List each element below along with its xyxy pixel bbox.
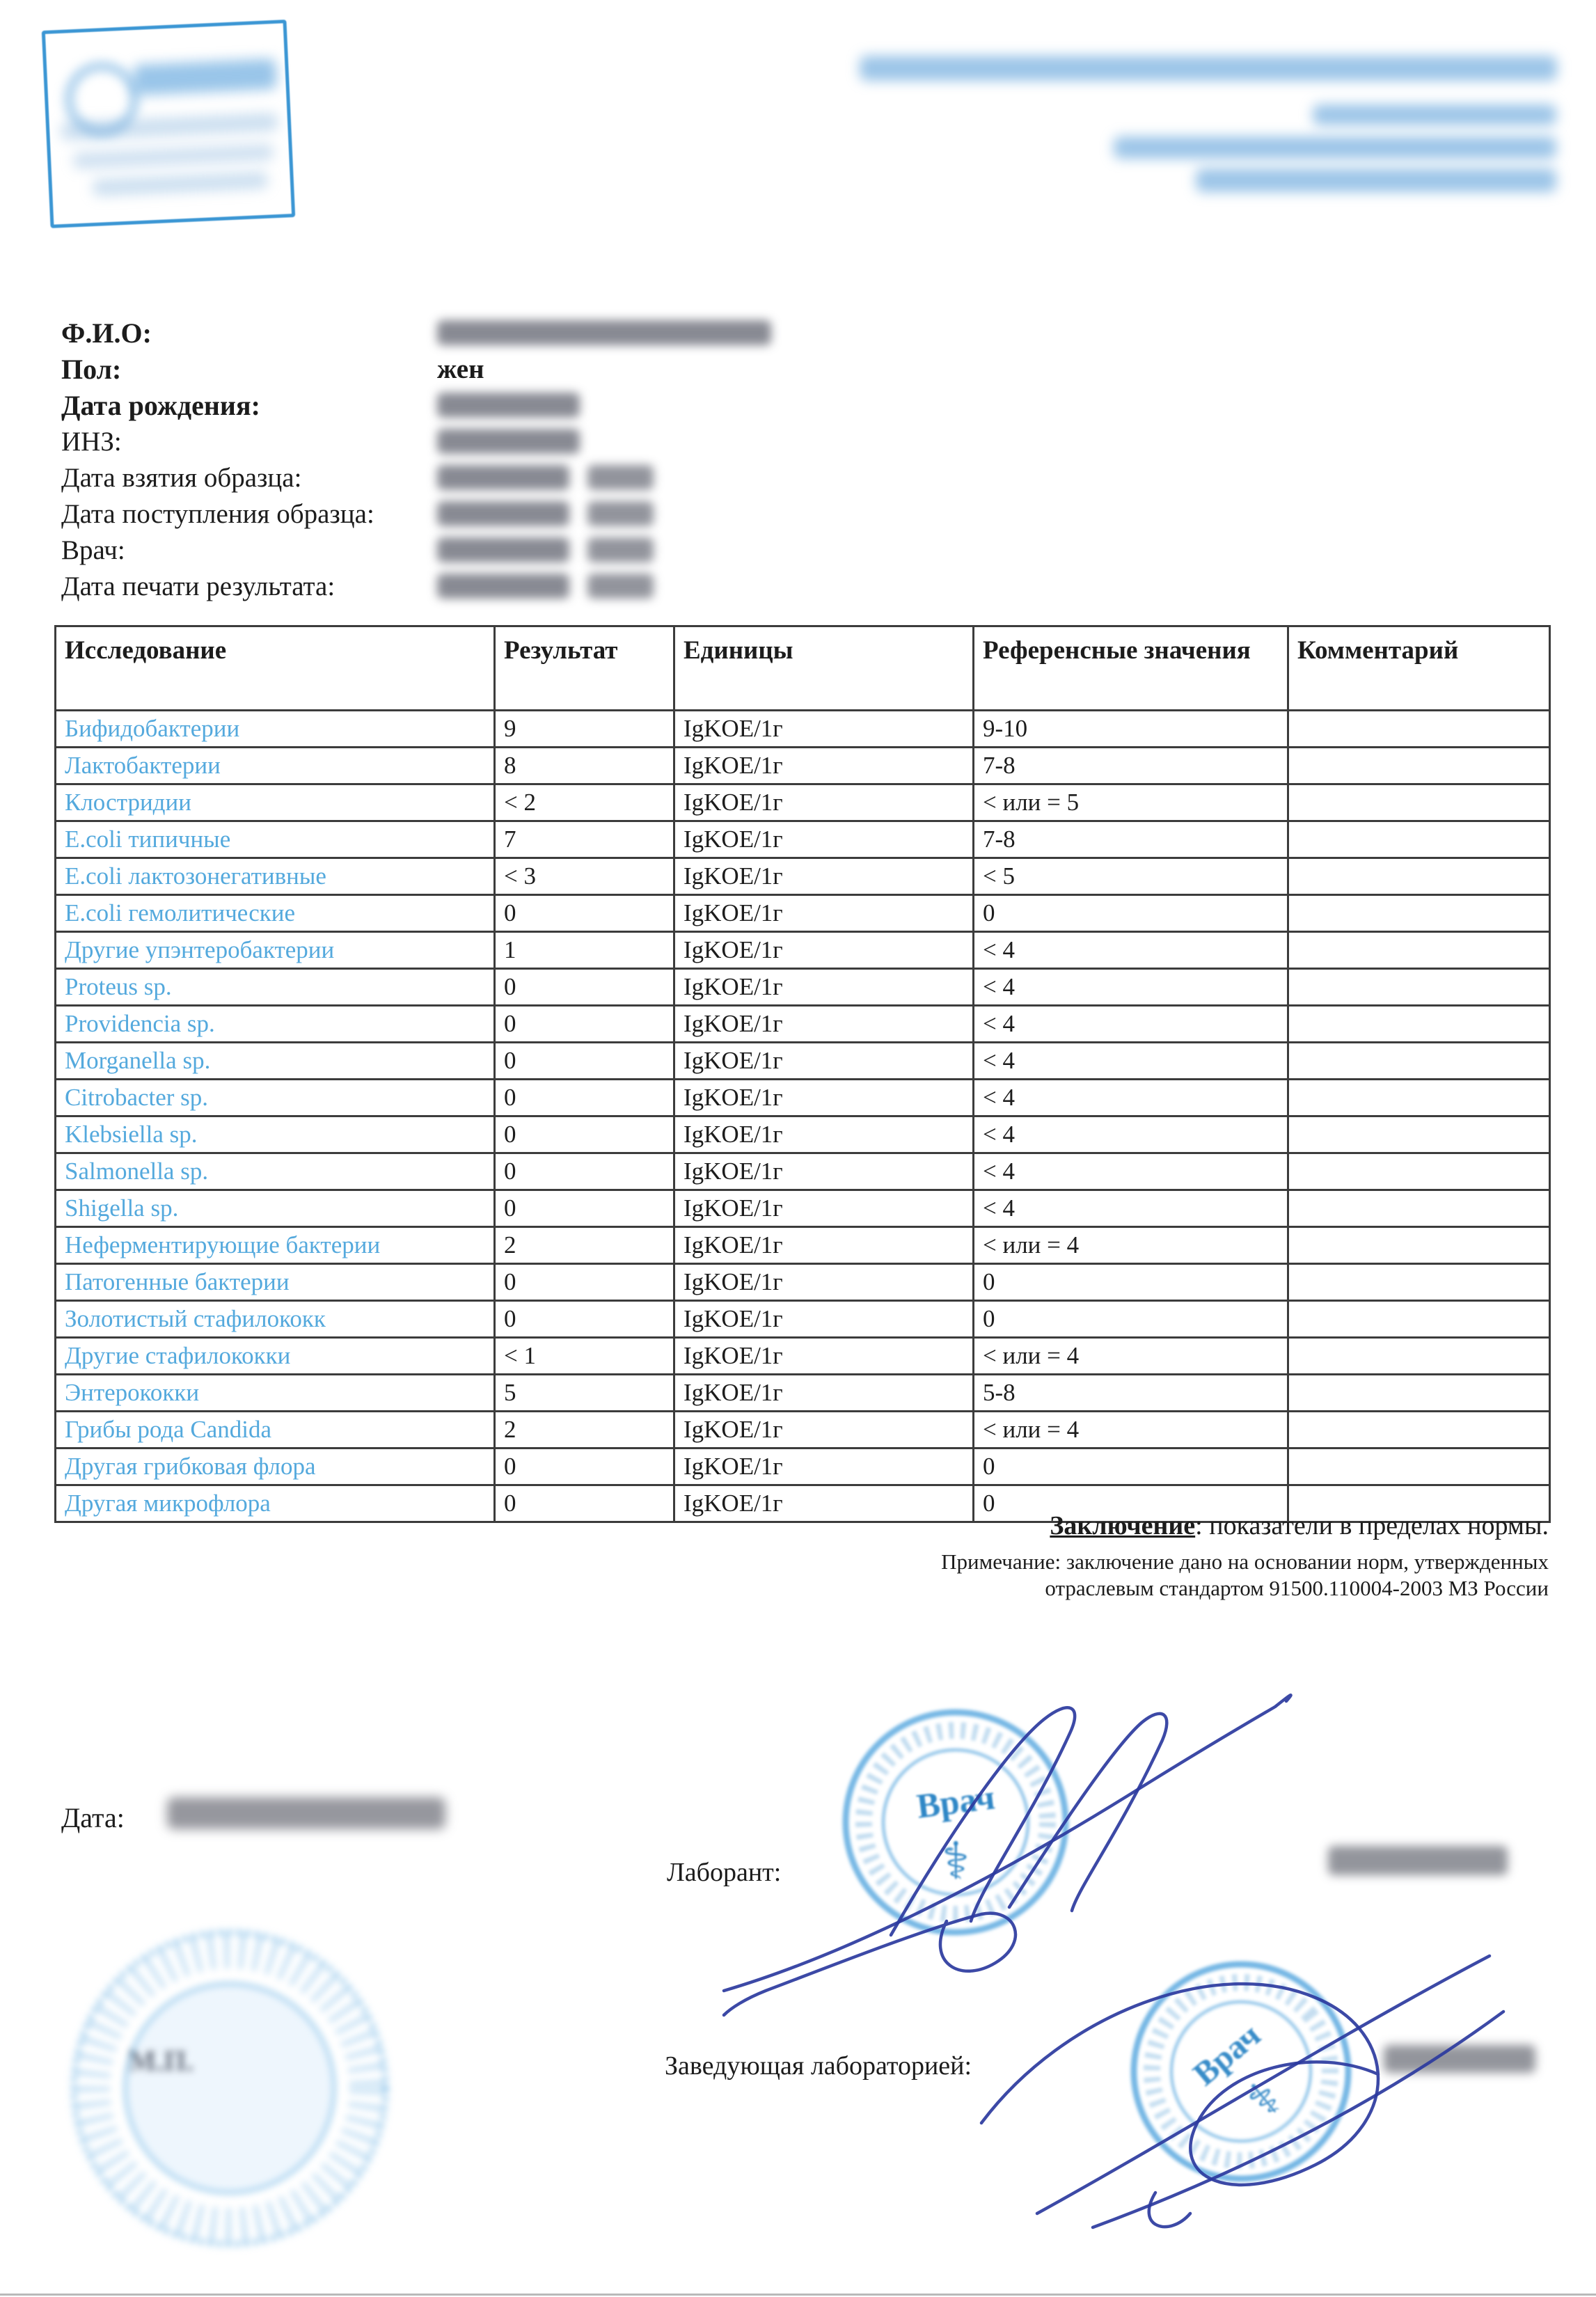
cell-units: IgKOE/1г [674, 1449, 974, 1485]
cell-comment [1288, 1043, 1550, 1080]
cell-name: E.coli типичные [56, 821, 495, 858]
redacted-value [587, 537, 654, 562]
table-row [56, 1375, 1550, 1412]
col-header-comment: Комментарий [1288, 626, 1550, 711]
patient-field-label: ИНЗ: [61, 426, 122, 457]
redacted-stamp-text [73, 143, 274, 169]
cell-name: E.coli лактозонегативные [56, 858, 495, 895]
cell-units: IgKOE/1г [674, 1190, 974, 1227]
cell-units: IgKOE/1г [674, 1264, 974, 1301]
cell-name: Патогенные бактерии [56, 1264, 495, 1301]
cell-result: 0 [495, 1043, 674, 1080]
cell-comment [1288, 1153, 1550, 1190]
cell-result: 0 [495, 1080, 674, 1116]
cell-result: 7 [495, 821, 674, 858]
cell-reference: < или = 5 [974, 784, 1288, 821]
cell-units: IgKOE/1г [674, 1301, 974, 1338]
table-row [56, 1043, 1550, 1080]
patient-field-value [437, 465, 654, 490]
cell-reference: < 5 [974, 858, 1288, 895]
cell-name: Неферментирующие бактерии [56, 1227, 495, 1264]
patient-field-label: Ф.И.О: [61, 317, 152, 349]
cell-result: 0 [495, 1301, 674, 1338]
col-header-study: Исследование [56, 626, 495, 711]
cell-comment [1288, 821, 1550, 858]
cell-result: 0 [495, 1449, 674, 1485]
redacted-value [587, 501, 654, 526]
cell-result: 0 [495, 1485, 674, 1522]
cell-reference: < или = 4 [974, 1338, 1288, 1375]
conclusion-text: : показатели в пределах нормы. [1195, 1511, 1549, 1540]
redacted-value [587, 465, 654, 490]
scan-edge-artifact [0, 2294, 1596, 2296]
cell-name: Лактобактерии [56, 748, 495, 784]
table-row [56, 932, 1550, 969]
cell-comment [1288, 1116, 1550, 1153]
patient-info [61, 315, 1036, 604]
table-row [56, 748, 1550, 784]
table-row [56, 895, 1550, 932]
patient-field-label: Дата взятия образца: [61, 462, 302, 493]
table-row [56, 1301, 1550, 1338]
cell-units: IgKOE/1г [674, 1412, 974, 1449]
cell-name: Klebsiella sp. [56, 1116, 495, 1153]
date-label: Дата: [61, 1802, 125, 1833]
patient-field-row [61, 496, 1036, 532]
cell-reference: < 4 [974, 1043, 1288, 1080]
cell-reference: < или = 4 [974, 1227, 1288, 1264]
redacted-value [437, 465, 569, 490]
redacted-clinic-header-line [860, 56, 1557, 81]
cell-units: IgKOE/1г [674, 1227, 974, 1264]
cell-name: Золотистый стафилококк [56, 1301, 495, 1338]
patient-field-row [61, 532, 1036, 568]
cell-result: 0 [495, 895, 674, 932]
table-row [56, 1449, 1550, 1485]
cell-reference: < или = 4 [974, 1412, 1288, 1449]
cell-result: < 2 [495, 784, 674, 821]
patient-field-row [61, 568, 1036, 604]
table-row [56, 1227, 1550, 1264]
patient-field-value [437, 393, 580, 418]
note-line-2: отраслевым стандартом 91500.110004-2003 МЗ России [1045, 1576, 1549, 1600]
cell-comment [1288, 969, 1550, 1006]
redacted-date-value [167, 1797, 445, 1829]
cell-units: IgKOE/1г [674, 1485, 974, 1522]
table-row [56, 858, 1550, 895]
clinic-stamp [42, 19, 296, 228]
cell-comment [1288, 1080, 1550, 1116]
cell-comment [1288, 1412, 1550, 1449]
cell-result: 0 [495, 1190, 674, 1227]
cell-result: 0 [495, 1264, 674, 1301]
cell-result: 1 [495, 932, 674, 969]
table-row [56, 1264, 1550, 1301]
cell-result: 0 [495, 1006, 674, 1043]
patient-field-value [437, 574, 654, 599]
cell-result: < 3 [495, 858, 674, 895]
cell-result: 0 [495, 1153, 674, 1190]
hygieia-bowl-icon: ⚕ [941, 1831, 970, 1891]
patient-field-label: Врач: [61, 535, 125, 565]
cell-comment [1288, 858, 1550, 895]
cell-name: Другие стафилококки [56, 1338, 495, 1375]
laborant-label: Лаборант: [667, 1858, 782, 1887]
cell-name: Другая грибковая флора [56, 1449, 495, 1485]
cell-reference: 0 [974, 1485, 1288, 1522]
cell-name: Providencia sp. [56, 1006, 495, 1043]
table-row [56, 1006, 1550, 1043]
redacted-clinic-license-line [1196, 168, 1556, 192]
cell-units: IgKOE/1г [674, 711, 974, 748]
cell-result: 2 [495, 1227, 674, 1264]
cell-name: Salmonella sp. [56, 1153, 495, 1190]
cell-result: < 1 [495, 1338, 674, 1375]
cell-comment [1288, 895, 1550, 932]
cell-units: IgKOE/1г [674, 1153, 974, 1190]
cell-units: IgKOE/1г [674, 1375, 974, 1412]
cell-comment [1288, 1338, 1550, 1375]
cell-units: IgKOE/1г [674, 748, 974, 784]
cell-result: 0 [495, 969, 674, 1006]
cell-reference: 0 [974, 895, 1288, 932]
cell-reference: 7-8 [974, 748, 1288, 784]
patient-field-row [61, 423, 1036, 459]
lab-head-signature [926, 1914, 1531, 2241]
cell-reference: 9-10 [974, 711, 1288, 748]
cell-name: Клостридии [56, 784, 495, 821]
hygieia-bowl-icon: ⚕ [1235, 2069, 1293, 2130]
cell-units: IgKOE/1г [674, 1043, 974, 1080]
cell-name: Shigella sp. [56, 1190, 495, 1227]
cell-units: IgKOE/1г [674, 969, 974, 1006]
col-header-reference: Референсные значения [974, 626, 1288, 711]
patient-field-value [437, 501, 654, 526]
cell-units: IgKOE/1г [674, 1338, 974, 1375]
patient-field-label: Пол: [61, 353, 122, 385]
cell-reference: 7-8 [974, 821, 1288, 858]
cell-name: Proteus sp. [56, 969, 495, 1006]
cell-reference: < 4 [974, 1116, 1288, 1153]
lab-head-label: Заведующая лабораторией: [665, 2051, 972, 2081]
redacted-value [437, 574, 569, 599]
patient-field-label: Дата рождения: [61, 389, 260, 421]
cell-comment [1288, 1264, 1550, 1301]
patient-field-value [437, 537, 654, 562]
redacted-value [437, 393, 580, 418]
table-row [56, 1153, 1550, 1190]
results-table-wrap [54, 625, 1551, 1523]
cell-comment [1288, 711, 1550, 748]
redacted-stamp-text [93, 172, 269, 196]
table-row [56, 821, 1550, 858]
cell-comment [1288, 1449, 1550, 1485]
cell-comment [1288, 1006, 1550, 1043]
patient-field-row [61, 315, 1036, 351]
redacted-value [587, 574, 654, 599]
redacted-clinic-phone-line [1313, 104, 1556, 125]
cell-reference: 0 [974, 1301, 1288, 1338]
patient-field-value: жен [437, 354, 484, 384]
cell-name: Morganella sp. [56, 1043, 495, 1080]
table-row [56, 969, 1550, 1006]
cell-comment [1288, 784, 1550, 821]
redacted-value [437, 537, 569, 562]
cell-comment [1288, 748, 1550, 784]
patient-field-label: Дата поступления образца: [61, 498, 374, 529]
cell-reference: < 4 [974, 1006, 1288, 1043]
conclusion-label: Заключение [1050, 1511, 1196, 1540]
cell-units: IgKOE/1г [674, 932, 974, 969]
cell-units: IgKOE/1г [674, 1006, 974, 1043]
cell-comment [1288, 1227, 1550, 1264]
note-line-1: Примечание: заключение дано на основании норм, утвержденных [941, 1549, 1549, 1574]
table-row [56, 1412, 1550, 1449]
redacted-clinic-address-line [1114, 136, 1556, 159]
cell-name: Грибы рода Candida [56, 1412, 495, 1449]
patient-field-value [437, 320, 771, 345]
cell-name: Другая микрофлора [56, 1485, 495, 1522]
cell-reference: < 4 [974, 1153, 1288, 1190]
cell-name: Энтерококки [56, 1375, 495, 1412]
cell-reference: < 4 [974, 1190, 1288, 1227]
cell-reference: 0 [974, 1449, 1288, 1485]
conclusion-line [1050, 1510, 1549, 1541]
patient-field-row [61, 459, 1036, 496]
redacted-value [437, 320, 771, 345]
results-table [54, 625, 1551, 1523]
cell-units: IgKOE/1г [674, 858, 974, 895]
cell-reference: < 4 [974, 932, 1288, 969]
patient-field-row [61, 351, 1036, 387]
stamp-doctor-text: Врач [914, 1777, 997, 1826]
cell-reference: < 4 [974, 1080, 1288, 1116]
col-header-result: Результат [495, 626, 674, 711]
cell-result: 0 [495, 1116, 674, 1153]
patient-field-row [61, 387, 1036, 423]
col-header-units: Единицы [674, 626, 974, 711]
table-row [56, 784, 1550, 821]
cell-reference: 0 [974, 1264, 1288, 1301]
cell-comment [1288, 1190, 1550, 1227]
cell-name: E.coli гемолитические [56, 895, 495, 932]
cell-name: Citrobacter sp. [56, 1080, 495, 1116]
cell-reference: < 4 [974, 969, 1288, 1006]
patient-field-label: Дата печати результата: [61, 571, 335, 601]
cell-result: 5 [495, 1375, 674, 1412]
cell-name: Бифидобактерии [56, 711, 495, 748]
table-row [56, 711, 1550, 748]
cell-units: IgKOE/1г [674, 784, 974, 821]
cell-comment [1288, 1301, 1550, 1338]
cell-comment [1288, 932, 1550, 969]
round-seal-stamp [66, 1925, 393, 2252]
patient-field-value [437, 429, 580, 454]
stamp-doctor-text: Врач [1186, 2016, 1268, 2093]
redacted-value [437, 501, 569, 526]
cell-units: IgKOE/1г [674, 821, 974, 858]
cell-result: 9 [495, 711, 674, 748]
cell-result: 8 [495, 748, 674, 784]
redacted-stamp-text [133, 58, 277, 95]
redacted-value [437, 429, 580, 454]
cell-comment [1288, 1375, 1550, 1412]
cell-units: IgKOE/1г [674, 1080, 974, 1116]
table-row [56, 1190, 1550, 1227]
cell-units: IgKOE/1г [674, 895, 974, 932]
cell-name: Другие упэнтеробактерии [56, 932, 495, 969]
table-row [56, 1116, 1550, 1153]
table-row [56, 1338, 1550, 1375]
table-header-row [56, 626, 1550, 711]
cell-reference: 5-8 [974, 1375, 1288, 1412]
cell-units: IgKOE/1г [674, 1116, 974, 1153]
table-row [56, 1080, 1550, 1116]
cell-result: 2 [495, 1412, 674, 1449]
